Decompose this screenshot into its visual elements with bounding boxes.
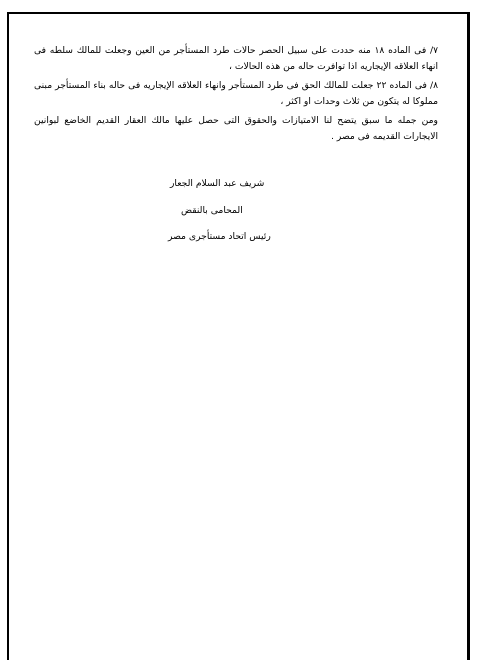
paragraph-conclusion: ومن جمله ما سبق يتضح لنا الامتيازات والحقوق التى حصل عليها مالك العقار القديم الخاضع لبوانين الايجارات القديمه فى مصر .	[34, 115, 438, 142]
paragraph-article-18: ٧/ فى الماده ١٨ منه حددت على سبيل الحصر حالات طرد المستأجر من العين وجعلت للمالك سلطه فى انهاء العلاقه الإيجاريه اذا توافرت حاله من هذه الحالات ،	[34, 45, 438, 72]
signature-position: رئيس اتحاد مستأجرى مصر	[168, 231, 271, 242]
document-body	[34, 43, 438, 149]
paragraph-article-22: ٨/ فى الماده ٢٢ جعلت للمالك الحق فى طرد المستأجر وانهاء العلاقه الإيجاريه فى حاله بناء المستأجر مبنى مملوكا له يتكون من ثلاث وحدات او اكثر ،	[34, 80, 438, 107]
signature-name: شريف عبد السلام الجعار	[170, 178, 265, 189]
signature-title: المحامى بالنقض	[181, 205, 243, 216]
